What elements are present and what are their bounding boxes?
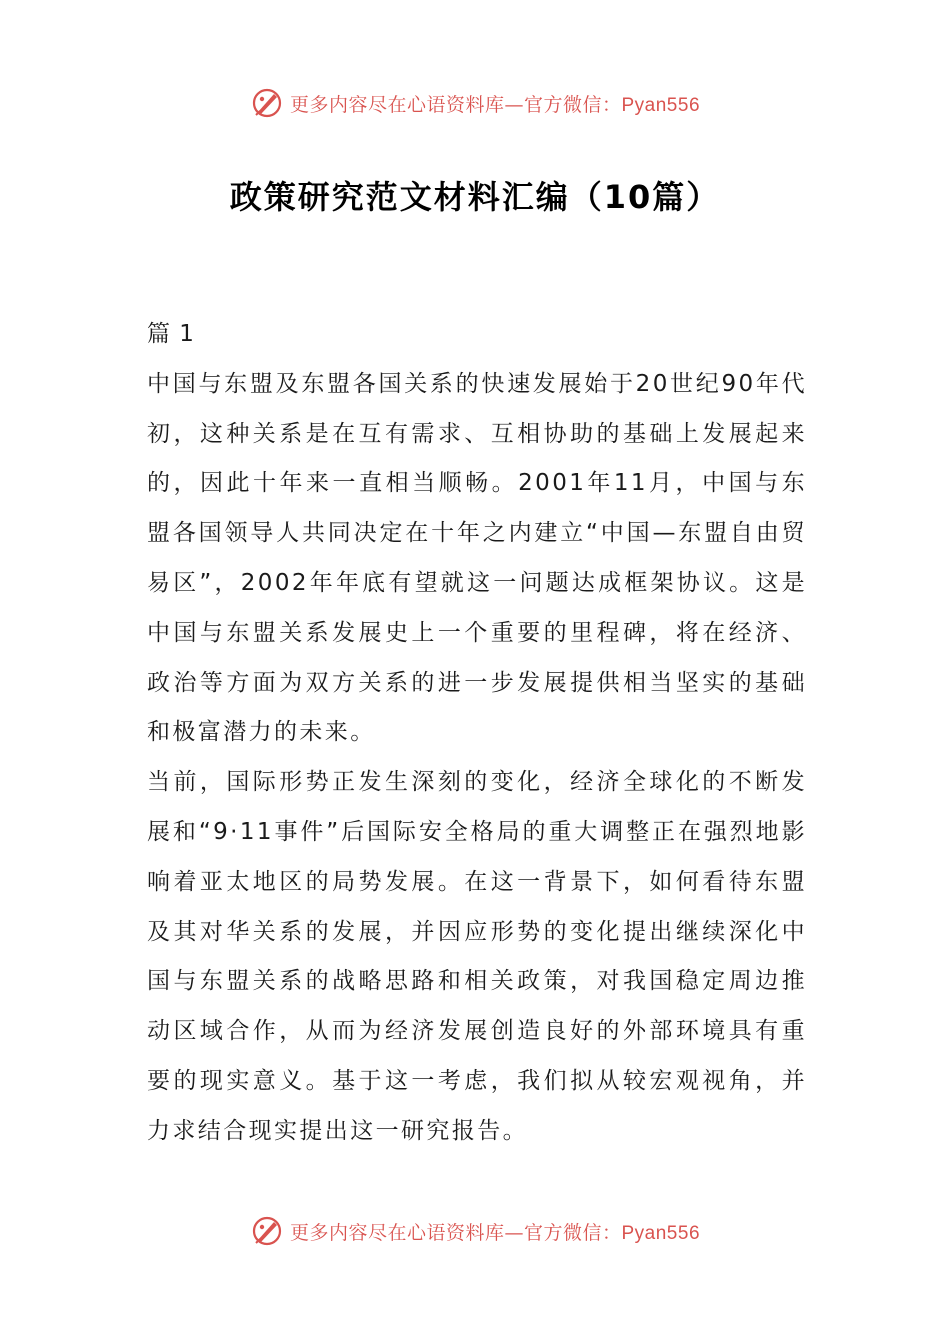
quill-logo-icon [250,1214,284,1248]
paragraph-2: 当前，国际形势正发生深刻的变化，经济全球化的不断发展和“9·11事件”后国际安全格局的重大调整正在强烈地影响着亚太地区的局势发展。在这一背景下，如何看待东盟及其对华关系的发展，并因应形势的变化提出继续深化中国与东盟关系的战略思路和相关政策，对我国稳定周边推动区域合作，从而为经济发展创造良好的外部环境具有重要的现实意义。基于这一考虑，我们拟从较宏观视角，并力求结合现实提出这一研究报告。 [147,769,807,1144]
footer-wechat-id: Pyan556 [621,1222,701,1244]
quill-logo-icon [250,86,284,120]
header-wechat-id: Pyan556 [621,94,701,116]
header-banner-text [290,90,700,117]
header-banner-label: 更多内容尽在心语资料库—官方微信： [289,93,622,116]
section-label: 篇 1 [147,321,195,347]
article-body [147,310,807,1157]
paragraph-1: 中国与东盟及东盟各国关系的快速发展始于20世纪90年代初，这种关系是在互有需求、互相协助的基础上发展起来的，因此十年来一直相当顺畅。2001年11月，中国与东盟各国领导人共同决定在十年之内建立“中国—东盟自由贸易区”，2002年年底有望就这一问题达成框架协议。这是中国与东盟关系发展史上一个重要的里程碑，将在经济、政治等方面为双方关系的进一步发展提供相当坚实的基础和极富潜力的未来。 [147,370,807,746]
footer-banner [0,1211,950,1251]
footer-banner-label: 更多内容尽在心语资料库—官方微信： [289,1221,622,1244]
footer-banner-text [290,1218,700,1245]
document-title: 政策研究范文材料汇编（10篇） [229,178,721,216]
header-banner [0,83,950,123]
